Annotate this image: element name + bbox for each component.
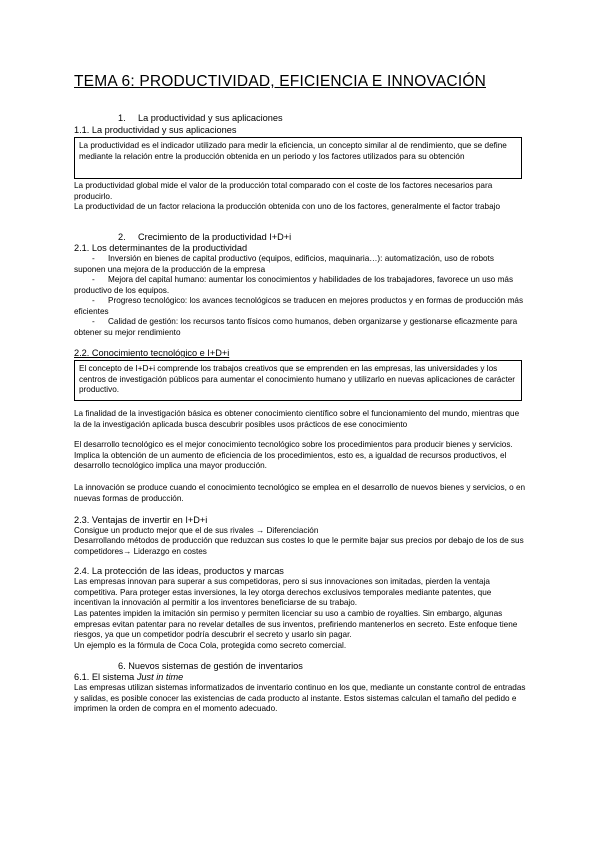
section-1-number: 1. <box>118 113 126 123</box>
paragraph-proteccion: Las empresas innovan para superar a sus competidoras, pero si sus innovaciones son imitadas, pierden la ventaja competitiva. Para proteger estas inversiones, la ley otorga derechos exclusivos temporales mediante patentes, que incentivan la innovación al permitir a los inventores beneficiarse de su trabajo. <box>74 577 492 608</box>
list-item-text: Calidad de gestión: los recursos tanto físicos como humanos, deben organizarse y gestionarse eficazmente para obtener su mejor rendimiento <box>74 317 518 337</box>
subsection-2-4-heading: 2.4. La protección de las ideas, productos y marcas <box>74 566 284 576</box>
paragraph-productividad-global: La productividad global mide el valor de la producción total comparado con el coste de los factores necesarios para producirlo. <box>74 181 493 201</box>
paragraph-inventario: Las empresas utilizan sistemas informatizados de inventario continuo en los que, mediante un constante control de entradas y salidas, es posible conocer las existencias de cada producto al instante. Estos sistemas calculan el tamaño del pedido e imprimen la orden de compra en el momento adecuado. <box>74 683 526 714</box>
paragraph-coca-cola: Un ejemplo es la fórmula de Coca Cola, protegida como secreto comercial. <box>74 641 347 650</box>
list-dash: - <box>92 296 95 305</box>
list-dash: - <box>92 275 95 284</box>
subsection-6-1-italic: Just in time <box>136 672 184 682</box>
paragraph-investigacion: La finalidad de la investigación básica es obtener conocimiento científico sobre el funcionamiento del mundo, mientras que la de la investigación aplicada busca descubrir posibles usos prácticos de ese conocimiento <box>74 409 520 429</box>
list-item <box>74 275 526 296</box>
definition-box-idi: El concepto de I+D+i comprende los trabajos creativos que se emprenden en las empresas, las universidades y los centros de investigación públicos para aumentar el conocimiento humano y utilizarlo en nuevas aplicaciones de carácter productivo. <box>74 360 522 401</box>
section-2-heading: Crecimiento de la productividad I+D+i <box>138 232 292 242</box>
paragraph-productividad-factor: La productividad de un factor relaciona la producción obtenida con uno de los factores, generalmente el factor trabajo <box>74 202 501 211</box>
subsection-2-2-heading: 2.2. Conocimiento tecnológico e I+D+i <box>74 348 230 358</box>
section-1-heading: La productividad y sus aplicaciones <box>138 113 283 123</box>
list-item-text: Progreso tecnológico: los avances tecnológicos se traducen en mejores productos y en formas de producción más eficientes <box>74 296 524 316</box>
page-title: TEMA 6: PRODUCTIVIDAD, EFICIENCIA E INNOVACIÓN <box>74 73 486 90</box>
subsection-1-1-heading: 1.1. La productividad y sus aplicaciones <box>74 125 237 135</box>
list-item-text: Inversión en bienes de capital productivo (equipos, edificios, maquinaria…): automatización, uso de robots suponen una mejora de la producción de la empresa <box>74 254 494 274</box>
subsection-6-1-heading <box>74 672 183 682</box>
section-2-number: 2. <box>118 232 126 242</box>
paragraph-liderazgo-costes: Desarrollando métodos de producción que reduzcan sus costes lo que le permite bajar sus precios por debajo de los de sus competidores→ Liderazgo en costes <box>74 536 524 556</box>
list-item <box>74 317 526 338</box>
subsection-6-1-prefix: 6.1. El sistema <box>74 672 137 682</box>
section-6-heading: 6. Nuevos sistemas de gestión de inventarios <box>118 661 303 671</box>
list-item <box>74 296 526 317</box>
paragraph-patentes: Las patentes impiden la imitación sin permiso y permiten licenciar su uso a cambio de royalties. Sin embargo, algunas empresas evitan patentar para no revelar detalles de sus inventos, prefiriendo mantenerlos en secreto. Este enfoque tiene riesgos, ya que un competidor podría descubrir el secreto y usarlo sin pagar. <box>74 609 518 640</box>
paragraph-innovacion: La innovación se produce cuando el conocimiento tecnológico se emplea en el desarrollo de nuevos bienes y servicios, o en nuevas formas de producción. <box>74 483 526 503</box>
subsection-2-3-heading: 2.3. Ventajas de invertir en I+D+i <box>74 515 208 525</box>
paragraph-desarrollo-tecnologico: El desarrollo tecnológico es el mejor conocimiento tecnológico sobre los procedimientos para producir bienes y servicios. Implica la obtención de un aumento de eficiencia de los procedimientos, esto es, a igualdad de recursos productivos, el desarrollo tecnológico implica una mayor producción. <box>74 440 513 471</box>
paragraph-diferenciacion: Consigue un producto mejor que el de sus rivales → Diferenciación <box>74 526 319 535</box>
list-dash: - <box>92 317 95 326</box>
list-item <box>74 254 526 275</box>
list-item-text: Mejora del capital humano: aumentar los conocimientos y habilidades de los trabajadores, favorece un uso más productivo de los equipos. <box>74 275 514 295</box>
list-dash: - <box>92 254 95 263</box>
subsection-2-1-heading: 2.1. Los determinantes de la productividad <box>74 243 248 253</box>
definition-box-productividad: La productividad es el indicador utilizado para medir la eficiencia, un concepto similar al de rendimiento, que se define mediante la relación entre la producción obtenida en un periodo y los factores utilizados para su obtención <box>74 137 522 179</box>
